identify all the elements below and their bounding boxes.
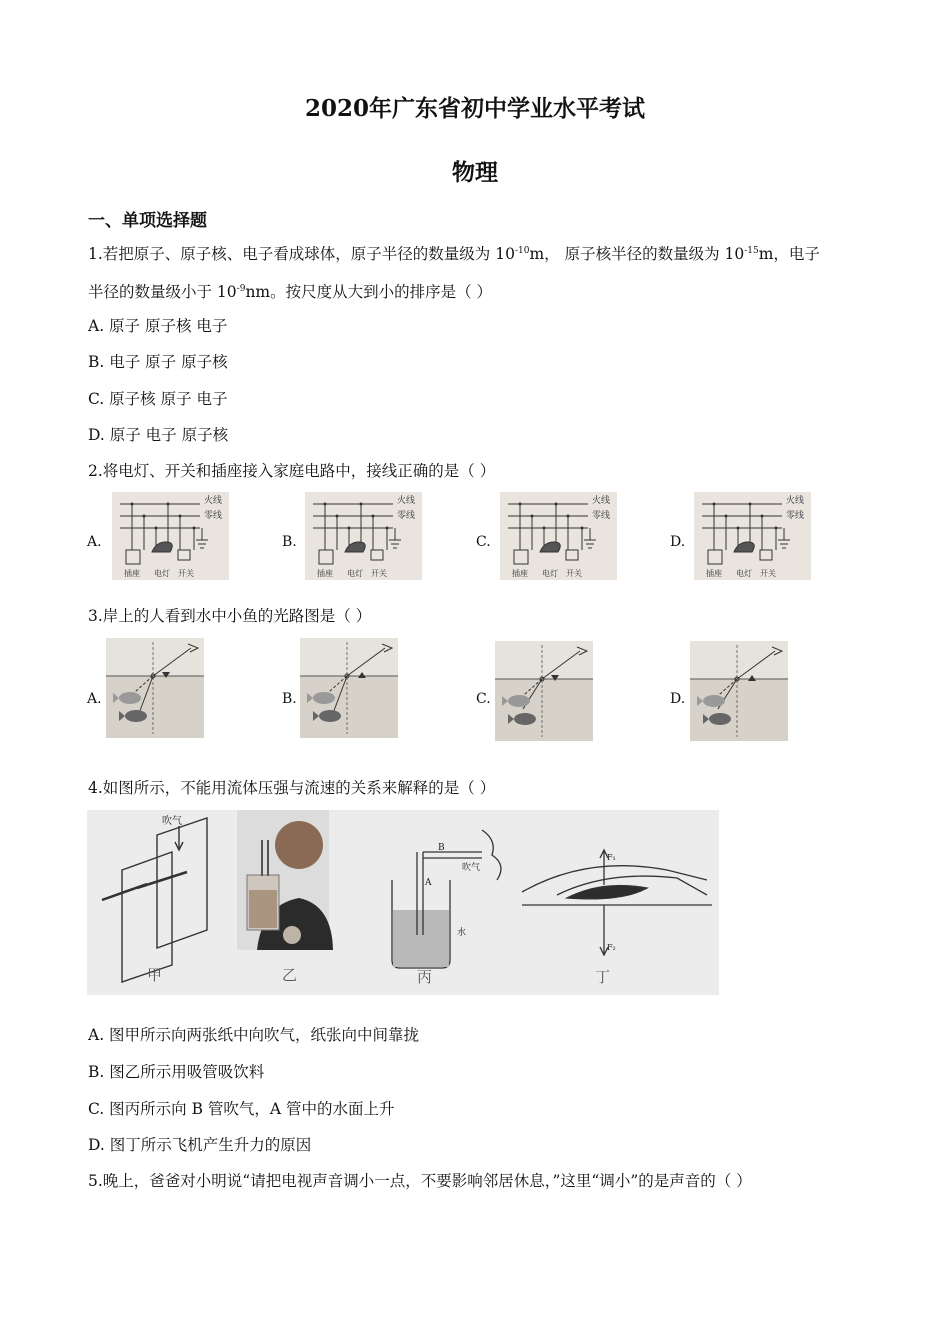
circuit-switch-label: 开关 — [178, 569, 194, 578]
q5-stem: 5.晚上，爸爸对小明说“请把电视声音调小一点，不要影响邻居休息，”这里“调小”的是声音的（ ） — [88, 1172, 752, 1190]
q2-circuit-diagram-c[interactable] — [500, 492, 617, 580]
q3-light-path-diagram-b[interactable] — [300, 638, 398, 738]
section-heading: 一、单项选择题 — [88, 211, 207, 231]
circuit-switch-label: 开关 — [371, 569, 387, 578]
q4-bing-water-label: 水 — [457, 928, 467, 938]
exam-title: 2020年广东省初中学业水平考试 — [304, 95, 645, 122]
q4-ding-f1-label: F₁ — [607, 853, 616, 862]
q2-circuit-diagram-d[interactable] — [694, 492, 811, 580]
q4-option-a[interactable]: A. 图甲所示向两张纸中向吹气，纸张向中间靠拢 — [88, 1026, 420, 1044]
circuit-neutral-label: 零线 — [786, 511, 805, 521]
q2-circuit-diagram-b[interactable] — [305, 492, 422, 580]
q1-option-d[interactable]: D. 原子 电子 原子核 — [88, 426, 229, 444]
circuit-socket-label: 插座 — [124, 569, 140, 578]
q1-text-d: 半径的数量级小于 10 — [88, 283, 237, 301]
q4-figure — [87, 810, 719, 995]
q1-text-a: 1.若把原子、原子核、电子看成球体，原子半径的数量级为 10 — [88, 245, 515, 263]
q4-caption-ding: 丁 — [595, 968, 611, 986]
q1-exponent-2: -15 — [744, 245, 759, 256]
circuit-switch-label: 开关 — [566, 569, 582, 578]
q1-option-b[interactable]: B. 电子 原子 原子核 — [88, 353, 228, 371]
q2-option-d-letter[interactable]: D. — [670, 534, 686, 550]
circuit-socket-label: 插座 — [512, 569, 528, 578]
circuit-live-label: 火线 — [786, 496, 805, 506]
circuit-neutral-label: 零线 — [592, 511, 611, 521]
circuit-socket-label: 插座 — [317, 569, 333, 578]
q4-option-b[interactable]: B. 图乙所示用吸管吸饮料 — [88, 1063, 265, 1081]
q4-option-d[interactable]: D. 图丁所示飞机产生升力的原因 — [88, 1136, 312, 1154]
q4-ding-f2-label: F₂ — [607, 943, 616, 952]
q4-bing-tube-b-label: B — [438, 843, 445, 853]
q2-option-c-letter[interactable]: C. — [476, 534, 491, 550]
q4-caption-bing: 丙 — [417, 968, 433, 986]
q4-stem: 4.如图所示，不能用流体压强与流速的关系来解释的是（ ） — [88, 779, 496, 797]
circuit-socket-label: 插座 — [706, 569, 722, 578]
q2-option-a-letter[interactable]: A. — [87, 534, 102, 550]
subject-title: 物理 — [452, 159, 498, 186]
q2-circuit-diagram-a[interactable] — [112, 492, 229, 580]
q4-caption-yi: 乙 — [282, 966, 298, 984]
q3-option-a-letter[interactable]: A. — [87, 691, 102, 707]
q3-option-d-letter[interactable]: D. — [670, 691, 686, 707]
circuit-lamp-label: 电灯 — [347, 569, 363, 578]
q1-text-b: m， 原子核半径的数量级为 10 — [529, 245, 745, 263]
q3-stem: 3.岸上的人看到水中小鱼的光路图是（ ） — [88, 607, 372, 625]
q3-light-path-diagram-d[interactable] — [690, 641, 788, 741]
q3-option-c-letter[interactable]: C. — [476, 691, 491, 707]
q3-light-path-diagram-a[interactable] — [106, 638, 204, 738]
q4-jia-blow-label: 吹气 — [162, 816, 182, 827]
q1-option-c[interactable]: C. 原子核 原子 电子 — [88, 390, 228, 408]
q4-option-c[interactable]: C. 图丙所示向 B 管吹气，A 管中的水面上升 — [88, 1100, 395, 1118]
q4-bing-tube-a-label: A — [425, 878, 432, 888]
q1-stem-line1 — [88, 242, 820, 264]
q1-text-c: m，电子 — [758, 245, 820, 263]
q1-exponent-1: -10 — [514, 245, 530, 256]
circuit-neutral-label: 零线 — [397, 511, 416, 521]
circuit-live-label: 火线 — [204, 496, 223, 506]
circuit-live-label: 火线 — [397, 496, 416, 506]
q1-exponent-3: -9 — [236, 283, 246, 294]
circuit-switch-label: 开关 — [760, 569, 776, 578]
q1-option-a[interactable]: A. 原子 原子核 电子 — [88, 317, 228, 335]
circuit-lamp-label: 电灯 — [542, 569, 558, 578]
q1-text-e: nm。按尺度从大到小的排序是（ ） — [245, 283, 493, 301]
circuit-neutral-label: 零线 — [204, 511, 223, 521]
q1-stem-line2 — [88, 280, 492, 302]
circuit-live-label: 火线 — [592, 496, 611, 506]
circuit-lamp-label: 电灯 — [154, 569, 170, 578]
circuit-lamp-label: 电灯 — [736, 569, 752, 578]
q2-option-b-letter[interactable]: B. — [282, 534, 297, 550]
q4-bing-blow-label: 吹气 — [462, 863, 481, 873]
q3-light-path-diagram-c[interactable] — [495, 641, 593, 741]
q2-stem: 2.将电灯、开关和插座接入家庭电路中，接线正确的是（ ） — [88, 462, 496, 480]
q4-caption-jia: 甲 — [147, 966, 163, 984]
q3-option-b-letter[interactable]: B. — [282, 691, 297, 707]
